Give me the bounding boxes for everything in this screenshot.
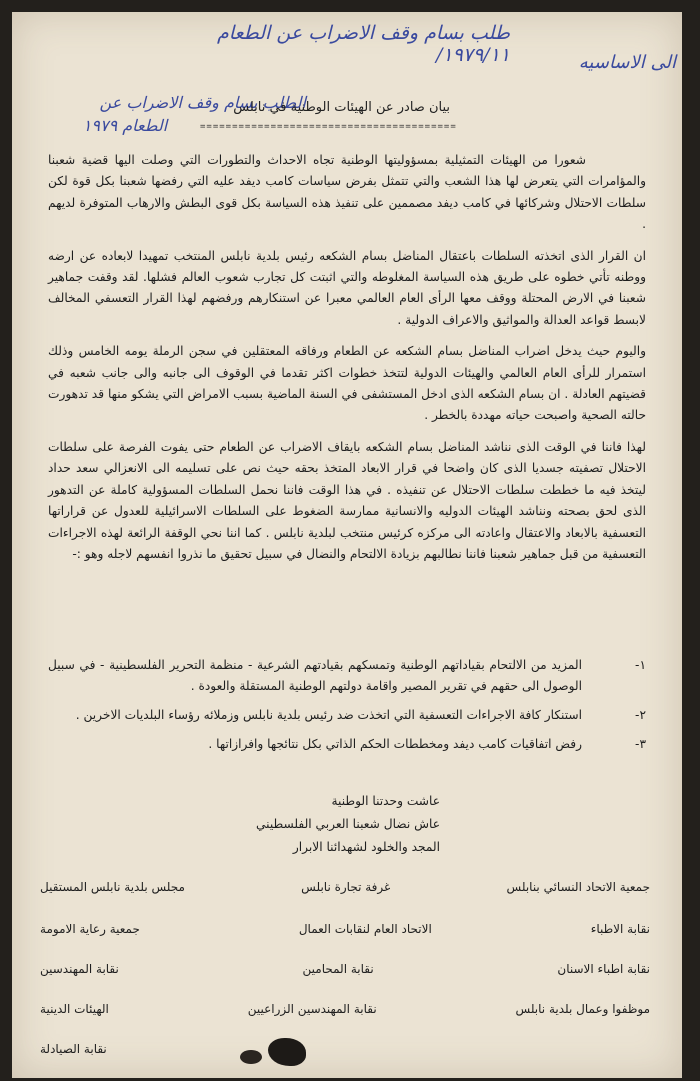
demand-number: ٢-	[635, 708, 646, 722]
signatory: نقابة المحامين	[302, 962, 374, 976]
statement-title: بيان صادر عن الهيئات الوطنية في نابلس	[233, 100, 450, 115]
demand-item	[48, 705, 646, 726]
demand-text: استنكار كافة الاجراءات التعسفية التي اتخذت ضد رئيس بلدية نابلس وزملائه رؤساء البلديات الاخرين .	[75, 708, 582, 722]
statement-body	[48, 150, 646, 575]
closing-slogans	[200, 790, 440, 859]
demand-item	[48, 734, 646, 755]
title-underline-rule: ========================================	[200, 122, 457, 132]
signatory: نقابة المهندسين الزراعيين	[247, 1002, 377, 1016]
signatory: الاتحاد العام لنقابات العمال	[298, 922, 432, 936]
signatory: جمعية رعاية الامومة	[40, 922, 140, 936]
demands-list	[48, 655, 646, 763]
signatory: موظفوا وعمال بلدية نابلس	[515, 1002, 650, 1016]
slogan-line: عاش نضال شعبنا العربي الفلسطيني	[256, 817, 440, 831]
demand-number: ١-	[635, 658, 646, 672]
handwritten-note-margin: الى الاساسيه	[578, 52, 676, 73]
signatory: نقابة اطباء الاسنان	[557, 962, 650, 976]
signatory: مجلس بلدية نابلس المستقيل	[40, 880, 185, 894]
handwritten-note-top: طلب بسام وقف الاضراب عن الطعام ١٩٧٩/١١/	[216, 22, 510, 66]
signatories-row	[40, 962, 650, 976]
signatories-row	[40, 1002, 650, 1016]
paragraph-4: لهذا فاننا في الوقت الذى نناشد المناضل بسام الشكعه بايقاف الاضراب عن الطعام حتى يفوت الفرصة على سلطات الاحتلال تصفيته جسديا الذى كان واضحا في قرار الابعاد المتخذ بحقه حيث نص على تسليمه الى الانعزالي سعد حداد ليتخذ فيه ما خططت سلطات الاحتلال عن تنفيذه . في هذا الوقت فاننا نحمل السلطات المسؤولية كاملة عن التدهور الذى لحق بصحته ونناشد الهيئات الدوليه والانسانية ممارسة الضغوط على السلطات الاسرائيلية للعدول عن قراراتها التعسفية بالابعاد والاعتقال واعادته الى مركزه كرئيس منتخب لبلدية نابلس . كما اننا نحي الوقفة الرائعة لهذه الاجراءات التعسفية من قبل جماهير شعبنا فاننا نطالبهم بزيادة الالتحام والنضال في سبيل تحقيق ما نذروا انفسهم لاجله وهو :-	[48, 439, 646, 561]
signatory: نقابة الاطباء	[590, 922, 650, 936]
handwritten-note-title-line2: الطعام ١٩٧٩	[82, 116, 168, 135]
demand-number: ٣-	[635, 737, 646, 751]
paragraph-1: شعورا من الهيئات التمثيلية بمسؤوليتها الوطنية تجاه الاحداث والتطورات التي وصلت اليها قضية شعبنا والمؤامرات التي يتعرض لها هذا الشعب والتي تتمثل بفرض سياسات كامب ديفد عليه التي رفضها شعبنا بكل قوة لكن سلطات الاحتلال وشركائها في كامب ديفد مصممين على تنفيذ هذه السياسة بكل قوى البطش والارهاب المتوفرة لديهم .	[48, 153, 646, 232]
ink-stain	[240, 1050, 262, 1064]
signatory: نقابة المهندسين	[40, 962, 119, 976]
signatory: الهيئات الدينية	[40, 1002, 109, 1016]
signatory: جمعية الاتحاد النسائي بنابلس	[506, 880, 650, 894]
paragraph-3: واليوم حيث يدخل اضراب المناضل بسام الشكعه عن الطعام ورفاقه المعتقلين في سجن الرملة يومه الخامس وذلك استمرار للرأى العام العالمي والهيئات الدولية لتتخذ خطوات اكثر تقدما في الوقوف الى جانبه والى جانب شعبه في قضيتهم العادلة . ان بسام الشكعه الذى ادخل المستشفى في السنة الماضية بسبب الامراض التي يشكو منها قد تدهورت حالته الصحية واصبحت حياته مهددة بالخطر .	[48, 344, 646, 423]
signatory: نقابة الصيادلة	[40, 1042, 107, 1056]
paragraph-2: ان القرار الذى اتخذته السلطات باعتقال المناضل بسام الشكعه رئيس بلدية نابلس المنتخب تمهيدا لابعاده عن ارضه ووطنه تأتي خطوه على طريق هذه السياسة المغلوطه والتي اثبتت كل تجارب شعوب العالم فشلها. لقد وقفت جماهير شعبنا في الارض المحتلة ووقف معها الرأى العام العالمي معبرا عن استنكارهم ورفضهم لهذا القرار التعسفي المخالف لابسط قواعد العدالة والمواثيق والاعراف الدولية .	[48, 248, 646, 327]
demand-text: رفض اتفاقيات كامب ديفد ومخططات الحكم الذاتي بكل نتائجها وافرازاتها .	[208, 737, 582, 751]
slogan-line: عاشت وحدتنا الوطنية	[331, 794, 440, 808]
handwritten-note-title-line1: الطلب بسام وقف الاضراب عن	[99, 93, 306, 112]
demand-item	[48, 655, 646, 697]
signatories-row	[40, 1042, 650, 1056]
slogan-line: المجد والخلود لشهدائنا الابرار	[292, 840, 440, 854]
demand-text: المزيد من الالتحام بقياداتهم الوطنية وتمسكهم بقيادتهم الشرعية - منظمة التحرير الفلسطينية - في سبيل الوصول الى حقهم في تقرير المصير واقامة دولتهم الوطنية المستقلة والعودة .	[48, 658, 582, 693]
signatory: غرفة تجارة نابلس	[301, 880, 391, 894]
signatories-row	[40, 880, 650, 894]
signatories-row	[40, 922, 650, 936]
